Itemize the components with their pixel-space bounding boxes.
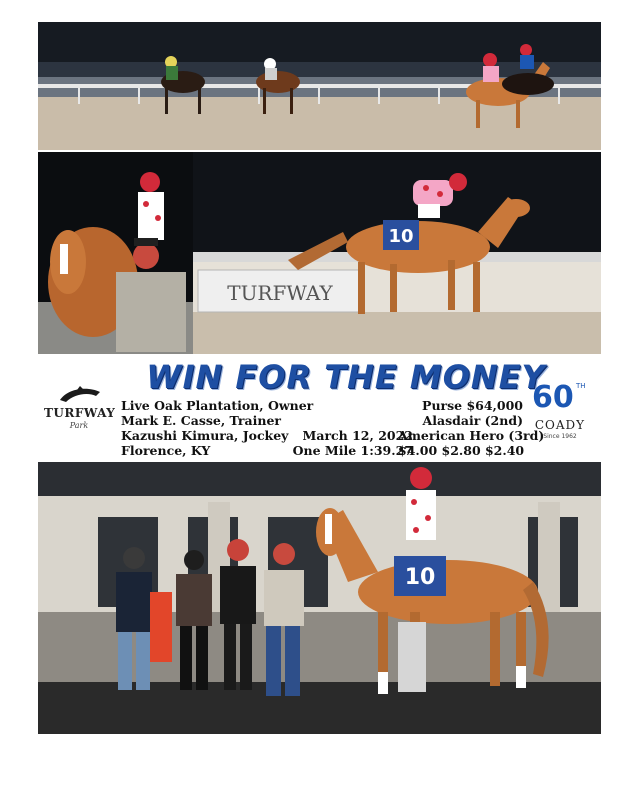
rail-banner-text: TURFWAY (227, 281, 333, 305)
page-title: WIN FOR THE MONEY (146, 358, 546, 396)
winner-inset (38, 152, 193, 354)
race-date: March 12, 2022 (302, 428, 413, 443)
turfway-logo-text: TURFWAY (44, 406, 116, 420)
coady-60th-logo (528, 382, 592, 442)
location-line: Florence, KY (121, 443, 211, 458)
since-logo-text: Since 1962 (543, 433, 577, 440)
finish-photo (38, 152, 601, 354)
turfway-park-logo (44, 382, 114, 434)
jockey-line: Kazushi Kimura, Jockey (121, 428, 289, 443)
park-logo-text: Park (69, 421, 89, 430)
info-band (38, 356, 601, 460)
winners-circle-photo (38, 462, 601, 734)
saddle-cloth-number-finish: 10 (388, 226, 414, 247)
coady-logo-text: COADY (534, 418, 586, 432)
payouts-line: $4.00 $2.80 $2.40 (398, 443, 525, 458)
results-column (398, 398, 545, 458)
race-photo-field (38, 22, 601, 150)
purse-line: Purse $64,000 (422, 398, 523, 413)
horse-logo-icon (44, 382, 114, 408)
second-place-line: Alasdair (2nd) (422, 413, 523, 428)
trainer-line: Mark E. Casse, Trainer (121, 413, 281, 428)
race-distance-time: One Mile 1:39.27 (292, 443, 413, 458)
owner-line: Live Oak Plantation, Owner (121, 398, 314, 413)
th-logo-text: TH (576, 382, 586, 390)
sixty-logo-text: 60 (532, 380, 574, 415)
saddle-cloth-number-circle: 10 (404, 565, 436, 590)
third-place-line: American Hero (3rd) (398, 428, 545, 443)
race-meta-column (283, 428, 413, 458)
